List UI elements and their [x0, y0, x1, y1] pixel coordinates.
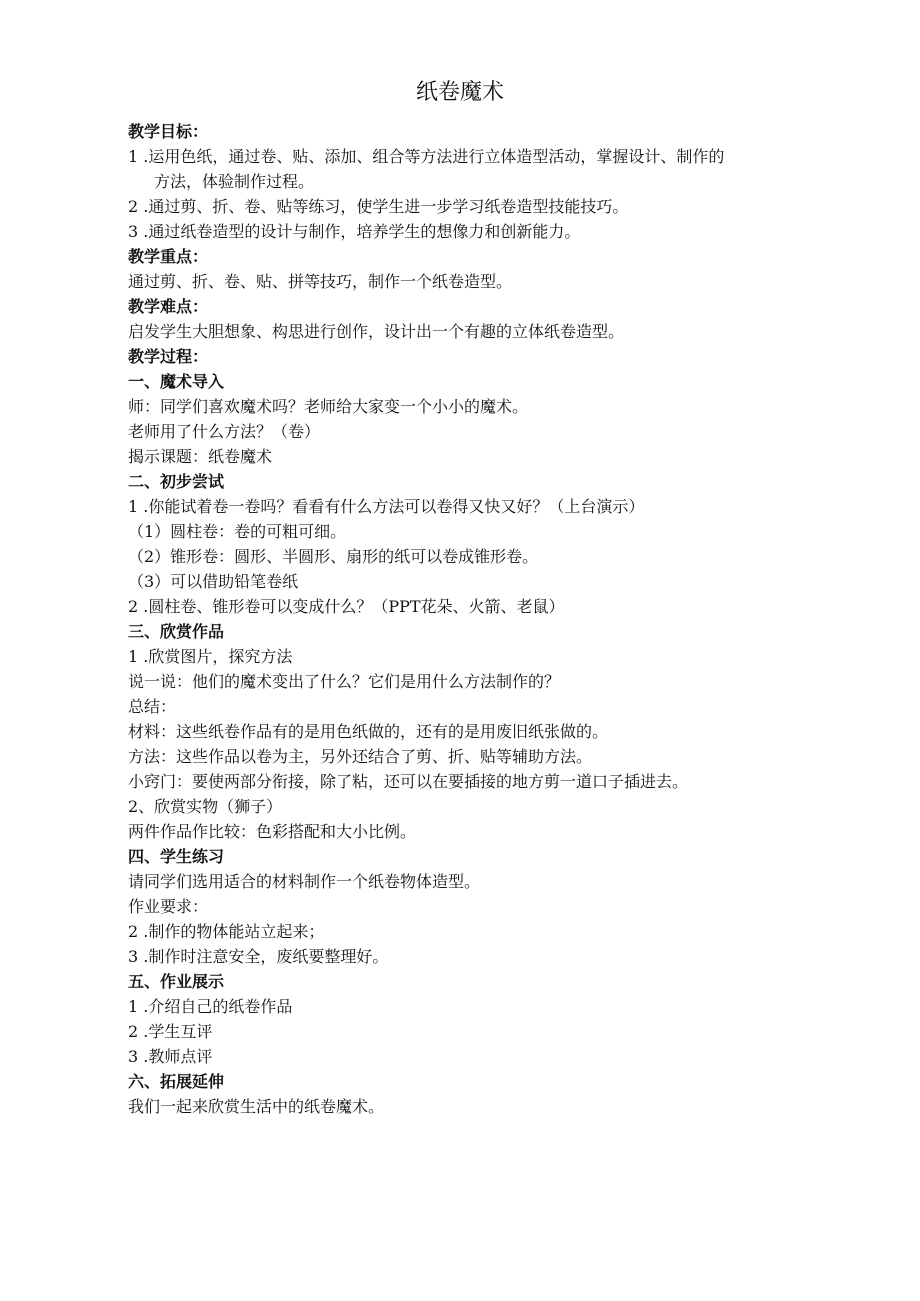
paragraph-line: 师：同学们喜欢魔术吗？老师给大家变一个小小的魔术。	[128, 397, 529, 416]
paragraph-line: 方法：这些作品以卷为主，另外还结合了剪、折、贴等辅助方法。	[128, 747, 593, 766]
paragraph-line: （3）可以借助铅笔卷纸	[128, 572, 299, 591]
section-heading-2: 二、初步尝试	[128, 472, 225, 491]
paragraph-line: 两件作品作比较：色彩搭配和大小比例。	[128, 822, 417, 841]
paragraph-line: 3 .制作时注意安全，废纸要整理好。	[128, 947, 389, 966]
paragraph-line: 1 .你能试着卷一卷吗？看看有什么方法可以卷得又快又好？（上台演示）	[128, 497, 645, 516]
section-heading-1: 一、魔术导入	[128, 372, 225, 391]
paragraph-line: 1 .介绍自己的纸卷作品	[128, 997, 293, 1016]
goal-item-1-continued: 方法，体验制作过程。	[154, 172, 315, 191]
paragraph-line: 作业要求：	[128, 897, 209, 916]
goal-item-1: 1 .运用色纸，通过卷、贴、添加、组合等方法进行立体造型活动，掌握设计、制作的	[128, 147, 725, 166]
paragraph-line: 1 .欣赏图片，探究方法	[128, 647, 293, 666]
heading-difficulties: 教学难点：	[128, 297, 209, 316]
heading-teaching-process: 教学过程：	[128, 347, 209, 366]
document-body	[128, 119, 840, 1119]
paragraph-line: 2 .制作的物体能站立起来；	[128, 922, 325, 941]
section-heading-6: 六、拓展延伸	[128, 1072, 225, 1091]
paragraph-line: 2 .学生互评	[128, 1022, 213, 1041]
heading-teaching-goals: 教学目标：	[128, 122, 209, 141]
goal-item-2: 2 .通过剪、折、卷、贴等练习，使学生进一步学习纸卷造型技能技巧。	[128, 197, 629, 216]
paragraph-line: 2 .圆柱卷、锥形卷可以变成什么？（PPT花朵、火箭、老鼠）	[128, 597, 565, 616]
section-heading-3: 三、欣赏作品	[128, 622, 225, 641]
paragraph-line: 老师用了什么方法？（卷）	[128, 422, 321, 441]
paragraph-line: 材料：这些纸卷作品有的是用色纸做的，还有的是用废旧纸张做的。	[128, 722, 609, 741]
section-heading-4: 四、学生练习	[128, 847, 225, 866]
difficulties-text: 启发学生大胆想象、构思进行创作，设计出一个有趣的立体纸卷造型。	[128, 322, 625, 341]
paragraph-line: 请同学们选用适合的材料制作一个纸卷物体造型。	[128, 872, 481, 891]
paragraph-line: 揭示课题：纸卷魔术	[128, 447, 273, 466]
paragraph-line: 说一说：他们的魔术变出了什么？它们是用什么方法制作的？	[128, 672, 561, 691]
paragraph-line: 小窍门：要使两部分衔接，除了粘，还可以在要插接的地方剪一道口子插进去。	[128, 772, 689, 791]
heading-key-points: 教学重点：	[128, 247, 209, 266]
paragraph-line: （1）圆柱卷：卷的可粗可细。	[128, 522, 347, 541]
paragraph-line: （2）锥形卷：圆形、半圆形、扇形的纸可以卷成锥形卷。	[128, 547, 539, 566]
paragraph-line: 总结：	[128, 697, 177, 716]
goal-item-3: 3 .通过纸卷造型的设计与制作，培养学生的想像力和创新能力。	[128, 222, 581, 241]
paragraph-line: 我们一起来欣赏生活中的纸卷魔术。	[128, 1097, 385, 1116]
key-points-text: 通过剪、折、卷、贴、拼等技巧，制作一个纸卷造型。	[128, 272, 513, 291]
document-title: 纸卷魔术	[415, 80, 504, 105]
paragraph-line: 3 .教师点评	[128, 1047, 213, 1066]
paragraph-line: 2、欣赏实物（狮子）	[128, 797, 283, 816]
section-heading-5: 五、作业展示	[128, 972, 225, 991]
